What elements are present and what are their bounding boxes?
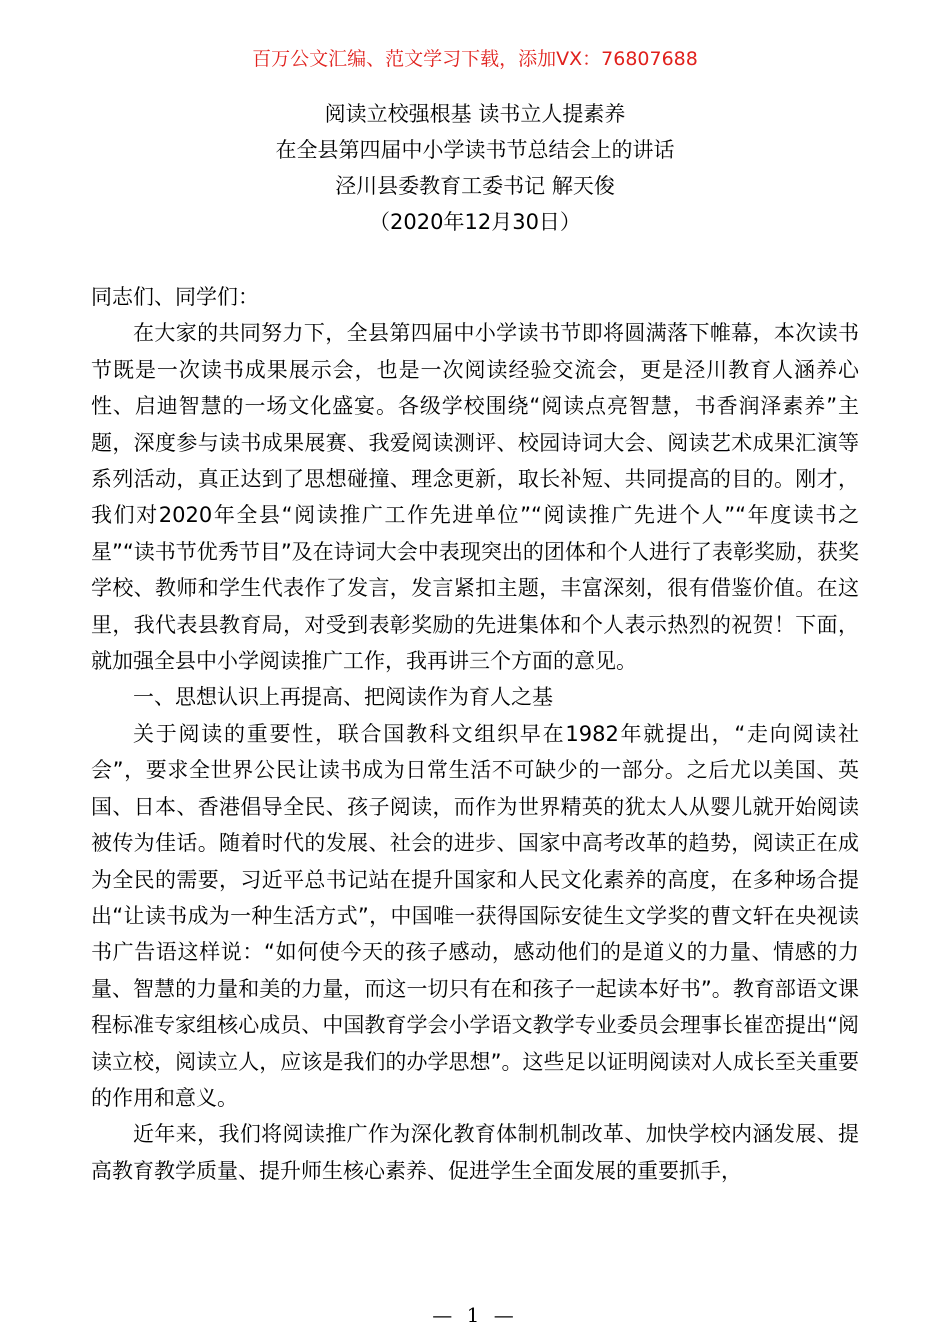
speech-body xyxy=(91,279,859,1189)
speaker: 泾川县委教育工委书记 解天俊 xyxy=(335,174,615,198)
salutation: 同志们、同学们： xyxy=(91,285,259,309)
main-title: 阅读立校强根基 读书立人提素养 xyxy=(324,102,626,126)
paragraph-importance: 关于阅读的重要性，联合国教科文组织早在1982年就提出，“走向阅读社会”，要求全世界公民让读书成为日常生活不可缺少的一部分。之后尤以美国、英国、日本、香港倡导全民、孩子阅读，而作为世界精英的犹太人从婴儿就开始阅读被传为佳话。随着时代的发展、社会的进步、国家中高考改革的趋势，阅读正在成为全民的需要，习近平总书记站在提升国家和人民文化素养的高度，在多种场合提出“让读书成为一种生活方式”，中国唯一获得国际安徒生文学奖的曹文轩在央视读书广告语这样说：“如何使今天的孩子感动，感动他们的是道义的力量、情感的力量、智慧的力量和美的力量，而这一切只有在和孩子一起读本好书”。教育部语文课程标准专家组核心成员、中国教育学会小学语文教学专业委员会理事长崔峦提出“阅读立校，阅读立人，应该是我们的办学思想”。这些足以证明阅读对人成长至关重要的作用和意义。 xyxy=(91,721,859,1110)
section-heading-1: 一、思想认识上再提高、把阅读作为育人之基 xyxy=(133,685,553,710)
page-number: — 1 — xyxy=(432,1303,518,1327)
paragraph-recent-years: 近年来，我们将阅读推广作为深化教育体制机制改革、加快学校内涵发展、提高教育教学质量、提升师生核心素养、促进学生全面发展的重要抓手， xyxy=(91,1122,859,1183)
title-block xyxy=(0,96,950,240)
speech-date: （2020年12月30日） xyxy=(369,210,581,234)
paragraph-intro: 在大家的共同努力下，全县第四届中小学读书节即将圆满落下帷幕，本次读书节既是一次读书成果展示会，也是一次阅读经验交流会，更是泾川教育人涵养心性、启迪智慧的一场文化盛宴。各级学校围绕“阅读点亮智慧，书香润泽素养”主题，深度参与读书成果展赛、我爱阅读测评、校园诗词大会、阅读艺术成果汇演等系列活动，真正达到了思想碰撞、理念更新，取长补短、共同提高的目的。刚才，我们对2020年全县“阅读推广工作先进单位”“阅读推广先进个人”“年度读书之星”“读书节优秀节目”及在诗词大会中表现突出的团体和个人进行了表彰奖励，获奖学校、教师和学生代表作了发言，发言紧扣主题，丰富深刻，很有借鉴价值。在这里，我代表县教育局，对受到表彰奖励的先进集体和个人表示热烈的祝贺！下面，就加强全县中小学阅读推广工作，我再讲三个方面的意见。 xyxy=(91,321,859,674)
subtitle: 在全县第四届中小学读书节总结会上的讲话 xyxy=(275,138,675,162)
promo-banner: 百万公文汇编、范文学习下载，添加VX：76807688 xyxy=(252,48,698,70)
